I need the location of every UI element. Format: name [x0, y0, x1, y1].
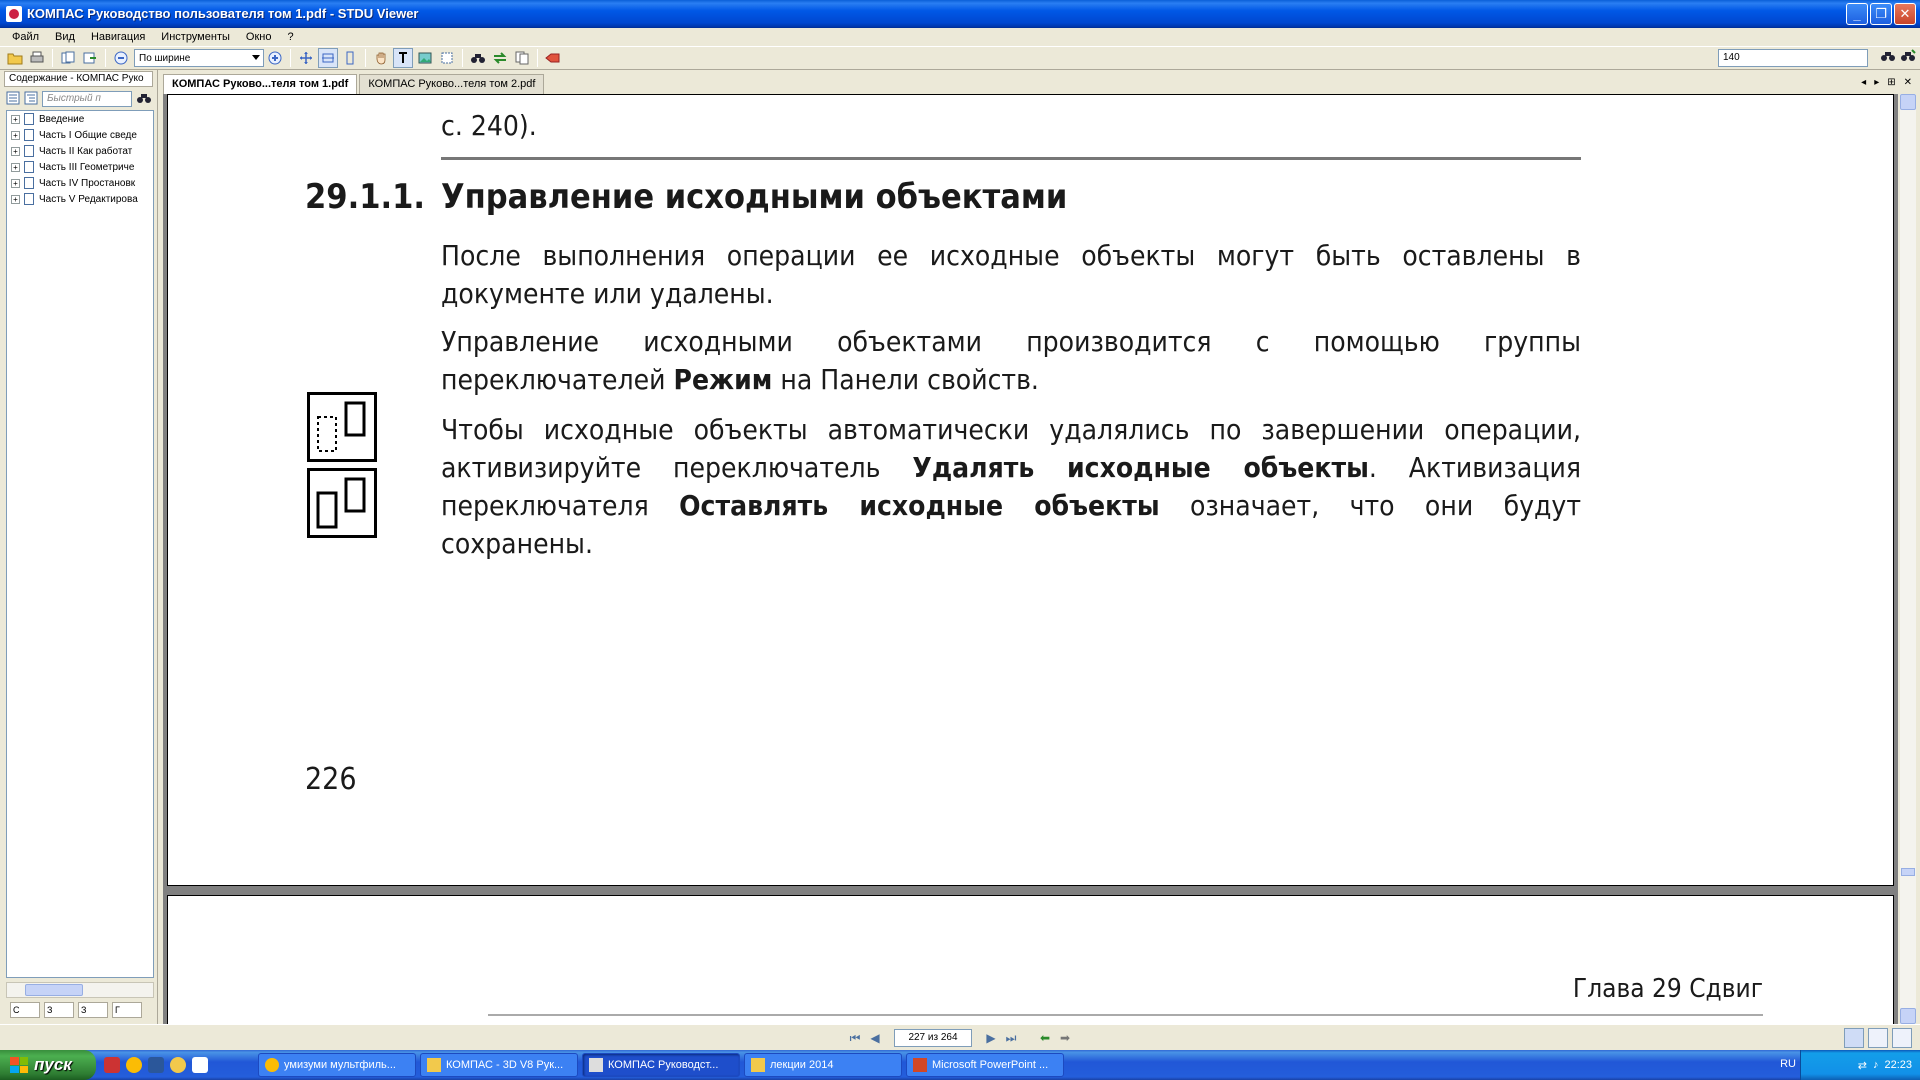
taskbar-buttons [258, 1053, 1064, 1077]
tree-item-label: Часть II Как работат [39, 145, 133, 157]
tab-document-1[interactable]: КОМПАС Руково...теля том 1.pdf [163, 74, 357, 94]
previous-page-icon[interactable]: ◀ [870, 1031, 880, 1045]
taskbar-item-label: лекции 2014 [770, 1059, 834, 1071]
navigation-bar [0, 1024, 1920, 1050]
expand-all-icon[interactable] [6, 91, 20, 108]
network-icon[interactable]: ⇄ [1857, 1059, 1867, 1072]
tab-contents[interactable] [10, 1002, 40, 1018]
taskbar-item-label: Microsoft PowerPoint ... [932, 1059, 1049, 1071]
expand-icon[interactable]: + [11, 115, 20, 124]
tree-item[interactable] [7, 111, 153, 127]
quick-search-input[interactable]: Быстрый п [42, 91, 132, 107]
find-icon[interactable] [136, 91, 152, 108]
paragraph-text: Управление исходными объектами производится с помощью группы переключателей [441, 325, 1581, 396]
paragraph-text: Чтобы исходные объекты автоматически удалялись по завершении операции, активизируйте переключатель [441, 413, 1581, 484]
expand-icon[interactable]: + [11, 163, 20, 172]
minimize-button[interactable]: _ [1846, 3, 1868, 25]
quick-launch [104, 1057, 208, 1073]
menu-navigation[interactable]: Навигация [90, 31, 146, 43]
paragraph [441, 323, 1581, 399]
language-indicator[interactable]: RU [1780, 1058, 1796, 1070]
menu-window[interactable]: Окно [245, 31, 272, 43]
start-label: пуск [34, 1055, 72, 1074]
pdf-page [167, 94, 1894, 886]
expand-icon[interactable]: + [11, 147, 20, 156]
system-tray [1800, 1050, 1920, 1080]
document-icon [24, 145, 34, 157]
contents-pane-title: Содержание - КОМПАС Руко [4, 71, 153, 87]
bold-term: Удалять исходные объекты [912, 451, 1369, 484]
scrollbar-thumb[interactable] [25, 984, 83, 996]
zoom-value: По ширине [139, 52, 191, 64]
tree-item[interactable] [7, 127, 153, 143]
close-button[interactable]: ✕ [1894, 3, 1916, 25]
tree-item-label: Часть V Редактирова [39, 193, 138, 205]
browser-icon[interactable] [126, 1057, 142, 1073]
contents-toolbar [0, 88, 157, 110]
back-icon[interactable]: ⬅ [1039, 1031, 1051, 1045]
taskbar-item-label: умизуми мультфиль... [284, 1059, 396, 1071]
view-mode-buttons [1844, 1028, 1912, 1048]
tree-item[interactable] [7, 159, 153, 175]
scroll-up-icon[interactable] [1900, 94, 1916, 110]
window-controls [1846, 3, 1916, 25]
hand-tool-icon[interactable] [371, 48, 391, 68]
folder-icon [751, 1058, 765, 1072]
print-icon[interactable] [27, 48, 47, 68]
pane-tabs [10, 1002, 142, 1018]
viewer-icon [589, 1058, 603, 1072]
powerpoint-icon [913, 1058, 927, 1072]
tab-thumbnails-label: З [81, 1005, 87, 1015]
taskbar-item[interactable] [906, 1053, 1064, 1077]
toolbar-separator [290, 49, 291, 67]
document-tabs [163, 74, 546, 94]
document-viewport[interactable] [163, 94, 1898, 1024]
next-page-icon[interactable]: ▶ [986, 1031, 996, 1045]
tabs-navigation [1861, 77, 1912, 88]
menu-help[interactable]: ? [287, 31, 294, 43]
toolbar-separator [462, 49, 463, 67]
single-page-view-icon[interactable] [1844, 1028, 1864, 1048]
toolbar-separator [365, 49, 366, 67]
restore-button[interactable]: ❐ [1870, 3, 1892, 25]
collapse-all-icon[interactable] [24, 91, 38, 108]
image-select-icon[interactable] [415, 48, 435, 68]
export-page-icon[interactable] [80, 48, 100, 68]
paragraph-text: означает, что они будут сохранены. [441, 489, 1581, 560]
scroll-down-icon[interactable] [1900, 1008, 1916, 1024]
app-icon[interactable] [170, 1057, 186, 1073]
document-icon [24, 129, 34, 141]
header-divider [488, 1014, 1763, 1016]
app-icon [6, 6, 22, 22]
document-icon [24, 161, 34, 173]
word-icon[interactable] [148, 1057, 164, 1073]
browser-icon [265, 1058, 279, 1072]
menu-tools[interactable]: Инструменты [161, 31, 230, 43]
tab-search-label: Г [115, 1005, 120, 1015]
tab-grid-icon[interactable]: ⊞ [1887, 77, 1896, 88]
taskbar-item[interactable] [582, 1053, 740, 1077]
tree-item-label: Часть I Общие сведе [39, 129, 137, 141]
document-icon [24, 193, 34, 205]
taskbar-item-label: КОМПАС - 3D V8 Рук... [446, 1059, 564, 1071]
window-title: КОМПАС Руководство пользователя том 1.pdf - STDU Viewer [27, 6, 419, 21]
contents-horizontal-scrollbar[interactable] [6, 982, 154, 998]
toolbar-separator [52, 49, 53, 67]
volume-icon[interactable]: ♪ [1872, 1059, 1879, 1071]
paragraph-text: . Активизация переключателя [441, 451, 1581, 522]
tab-bookmarks[interactable] [44, 1002, 74, 1018]
pages-icon[interactable] [512, 48, 532, 68]
section-title: Управление исходными объектами [441, 177, 1068, 217]
forward-icon[interactable]: ➡ [1059, 1031, 1071, 1045]
windows-logo-icon [10, 1057, 28, 1073]
chapter-header: Глава 29 Сдвиг [1572, 974, 1763, 1004]
tab-search[interactable] [112, 1002, 142, 1018]
menu-bar [0, 28, 1920, 46]
text-select-icon[interactable] [393, 48, 413, 68]
taskbar [0, 1050, 1920, 1080]
paragraph [441, 411, 1581, 563]
delete-source-objects-icon [307, 392, 377, 462]
expand-icon[interactable]: + [11, 179, 20, 188]
scrollbar-thumb[interactable] [1901, 868, 1915, 876]
expand-icon[interactable]: + [11, 195, 20, 204]
toolbar-separator [537, 49, 538, 67]
bookmark-icon[interactable] [543, 48, 563, 68]
fit-height-icon[interactable] [340, 48, 360, 68]
section-number: 29.1.1. [305, 177, 425, 217]
title-bar [0, 0, 1920, 28]
snapshot-icon[interactable] [437, 48, 457, 68]
tab-document-2[interactable]: КОМПАС Руково...теля том 2.pdf [359, 74, 544, 94]
document-icon [24, 113, 34, 125]
document-icon [24, 177, 34, 189]
zoom-select[interactable] [134, 49, 264, 67]
copy-page-icon[interactable] [58, 48, 78, 68]
search-input[interactable]: 140 [1718, 49, 1868, 67]
mode-icons [307, 392, 377, 544]
main-toolbar [0, 46, 1920, 70]
find-icon[interactable] [468, 48, 488, 68]
fit-width-icon[interactable] [318, 48, 338, 68]
tab-thumbnails[interactable] [78, 1002, 108, 1018]
taskbar-item[interactable] [744, 1053, 902, 1077]
toolbar-separator [105, 49, 106, 67]
taskbar-item-label: КОМПАС Руководст... [608, 1059, 719, 1071]
start-button[interactable] [0, 1050, 96, 1080]
contents-pane [0, 70, 158, 1024]
page-number-input[interactable]: 227 из 264 [894, 1029, 972, 1047]
taskbar-item[interactable] [258, 1053, 416, 1077]
page-number: 226 [305, 762, 357, 797]
fit-page-icon[interactable] [296, 48, 316, 68]
two-page-view-icon[interactable] [1868, 1028, 1888, 1048]
find-all-icon[interactable] [1900, 49, 1916, 66]
bold-term: Режим [673, 363, 773, 396]
tree-item[interactable] [7, 143, 153, 159]
tab-contents-label: С [13, 1005, 20, 1015]
document-vertical-scrollbar[interactable] [1900, 94, 1916, 1024]
keep-source-objects-icon [307, 468, 377, 538]
expand-icon[interactable]: + [11, 131, 20, 140]
paragraph-text: После выполнения операции ее исходные объекты могут быть оставлены в документе или удалены. [441, 239, 1581, 310]
bold-term: Оставлять исходные объекты [679, 489, 1160, 522]
grid-view-icon[interactable] [1892, 1028, 1912, 1048]
previous-text-fragment: с. 240). [441, 109, 537, 142]
tab-close-icon[interactable]: ✕ [1903, 77, 1912, 88]
search-buttons [1880, 49, 1916, 66]
page-navigation [848, 1029, 1072, 1047]
taskbar-item[interactable] [420, 1053, 578, 1077]
tree-item[interactable] [7, 175, 153, 191]
tree-item-label: Часть IV Простановк [39, 177, 136, 189]
pdf-page [167, 895, 1894, 1024]
clock[interactable]: 22:23 [1884, 1059, 1912, 1071]
menu-file[interactable]: Файл [12, 31, 40, 43]
last-page-icon[interactable]: ⏭ [1005, 1030, 1017, 1045]
tree-item-label: Часть III Геометриче [39, 161, 135, 173]
tab-prev-icon[interactable]: ◂ [1861, 77, 1867, 88]
document-icon[interactable] [192, 1057, 208, 1073]
tree-item[interactable] [7, 191, 153, 207]
folder-icon [427, 1058, 441, 1072]
zoom-out-icon[interactable] [111, 48, 131, 68]
swap-arrows-icon[interactable] [490, 48, 510, 68]
section-divider [441, 157, 1581, 160]
tab-next-icon[interactable]: ▸ [1874, 77, 1880, 88]
tree-item-label: Введение [39, 113, 85, 125]
first-page-icon[interactable]: ⏮ [849, 1030, 861, 1045]
zoom-in-icon[interactable] [265, 48, 285, 68]
paragraph-text: на Панели свойств. [772, 363, 1039, 396]
contents-tree [6, 110, 154, 978]
chevron-down-icon [252, 55, 260, 60]
quick-launch-icon[interactable] [104, 1057, 120, 1073]
menu-view[interactable]: Вид [55, 31, 75, 43]
tab-bookmarks-label: З [47, 1005, 53, 1015]
paragraph [441, 237, 1581, 313]
find-next-icon[interactable] [1880, 49, 1896, 66]
open-folder-icon[interactable] [5, 48, 25, 68]
